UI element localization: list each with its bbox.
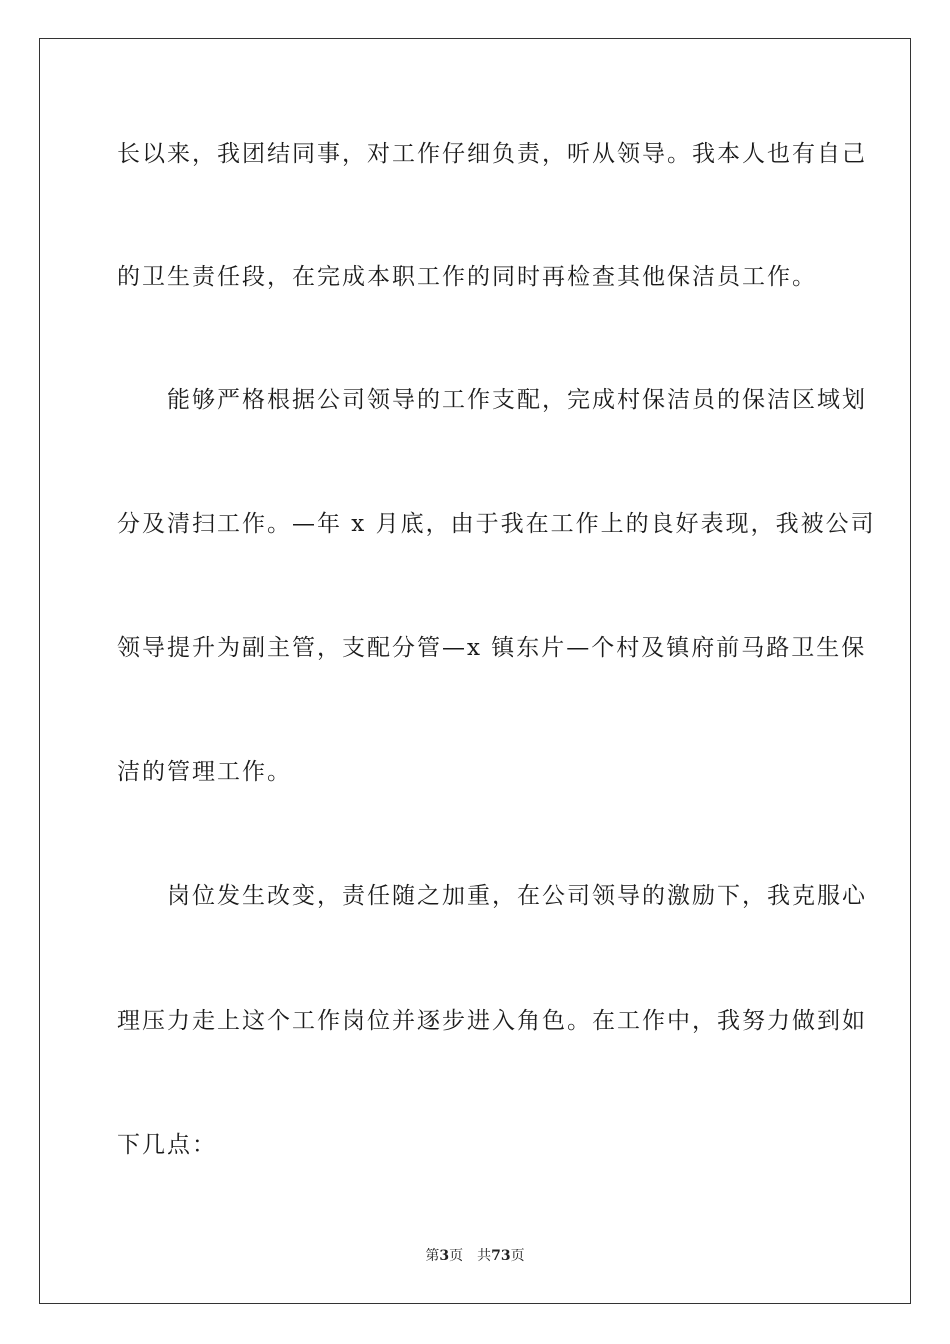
text-line: 领导提升为副主管，支配分管—x 镇东片—个村及镇府前马路卫生保 — [117, 635, 867, 661]
text-line: 的卫生责任段，在完成本职工作的同时再检查其他保洁员工作。 — [117, 264, 817, 290]
text-line: 洁的管理工作。 — [117, 759, 292, 785]
text-line: 岗位发生改变，责任随之加重，在公司领导的激励下，我克服心 — [117, 883, 867, 909]
text-line: 理压力走上这个工作岗位并逐步进入角色。在工作中，我努力做到如 — [117, 1008, 867, 1034]
text-line: 下几点： — [117, 1132, 217, 1158]
footer-page-number: 3 — [439, 1248, 450, 1264]
text-line: 分及清扫工作。—年 x 月底，由于我在工作上的良好表现，我被公司 — [117, 511, 876, 537]
text-line: 长以来，我团结同事，对工作仔细负责，听从领导。我本人也有自己 — [117, 141, 867, 167]
footer-total-pages: 73 — [491, 1248, 511, 1264]
footer-prefix: 第 — [425, 1248, 440, 1264]
footer-suffix: 页 — [510, 1248, 525, 1264]
page-border — [39, 38, 911, 1304]
text-line: 能够严格根据公司领导的工作支配，完成村保洁员的保洁区域划 — [117, 387, 867, 413]
page-footer — [0, 1247, 950, 1265]
footer-middle: 页 共 — [449, 1248, 492, 1264]
